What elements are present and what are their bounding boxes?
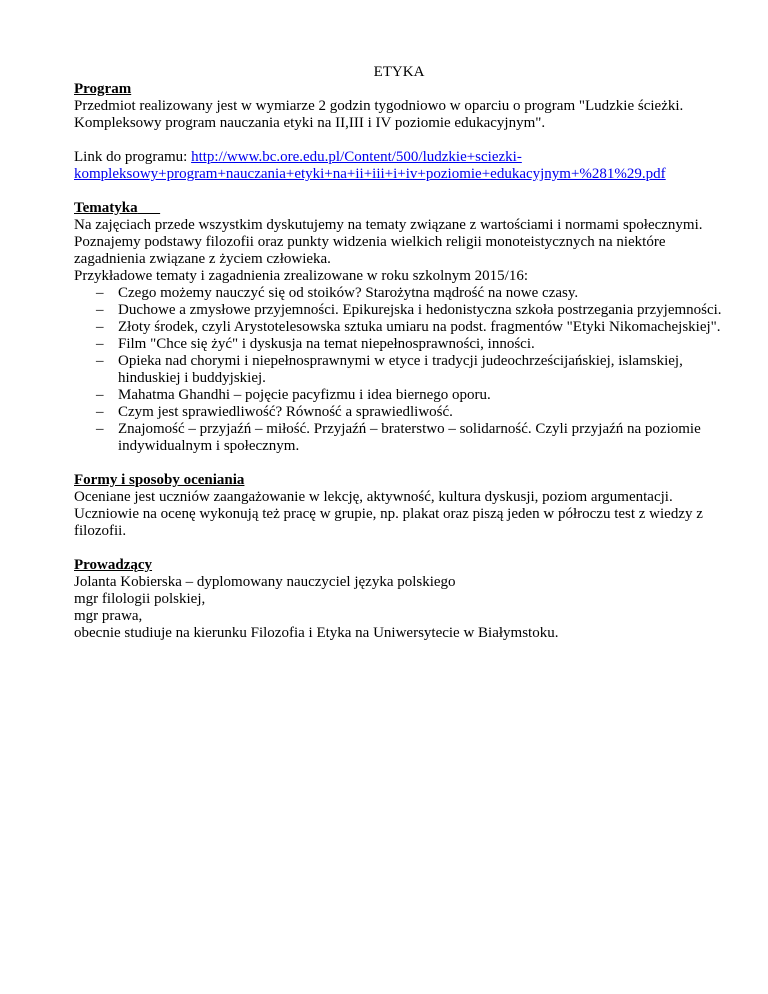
list-item: – Opieka nad chorymi i niepełnosprawnymi w etyce i tradycji judeochrześcijańskiej, islamskiej, hinduskiej i buddyjskiej.	[96, 353, 683, 386]
program-text: Przedmiot realizowany jest w wymiarze 2 godzin tygodniowo w oparciu o program "Ludzkie ścieżki. Kompleksowy program nauczania etyki na II,III i IV poziomie edukacyjnym".	[74, 98, 684, 131]
bullet-dash: –	[96, 353, 104, 369]
list-item: – Film "Chce się żyć" i dyskusja na temat niepełnosprawności, inności.	[96, 336, 535, 352]
program-heading: Program	[74, 81, 132, 97]
topics-list	[74, 285, 724, 455]
list-item: – Złoty środek, czyli Arystotelesowska sztuka umiaru na podst. fragmentów "Etyki Nikomachejskiej".	[96, 319, 721, 335]
program-link-line2: kompleksowy+program+nauczania+etyki+na+ii+iii+i+iv+poziomie+edukacyjnym+%281%29.pdf	[74, 166, 666, 182]
bullet-dash: –	[96, 285, 104, 301]
tematyka-intro: Na zajęciach przede wszystkim dyskutujemy na tematy związane z wartościami i normami społecznymi. Poznajemy podstawy filozofii oraz punkty widzenia wielkich religii monoteistycznych na niektóre zagadnienia związane z życiem człowieka.	[74, 217, 703, 267]
bullet-dash: –	[96, 404, 104, 420]
ocenianie-text: Oceniane jest uczniów zaangażowanie w lekcję, aktywność, kultura dyskusji, poziom argumentacji. Uczniowie na ocenę wykonują też pracę w grupie, np. plakat oraz piszą jeden w półroczu test z wiedzy z filozofii.	[74, 489, 703, 539]
tematyka-examples-intro: Przykładowe tematy i zagadnienia zrealizowane w roku szkolnym 2015/16:	[74, 268, 529, 284]
program-section	[74, 81, 724, 183]
bullet-dash: –	[96, 336, 104, 352]
bullet-dash: –	[96, 302, 104, 318]
prowadzacy-line: mgr filologii polskiej,	[74, 591, 206, 607]
program-link-paragraph	[74, 149, 724, 183]
program-link-line1: http://www.bc.ore.edu.pl/Content/500/ludzkie+sciezki-	[191, 149, 522, 165]
program-link-label: Link do programu:	[74, 149, 192, 165]
prowadzacy-line: obecnie studiuje na kierunku Filozofia i Etyka na Uniwersytecie w Białymstoku.	[74, 625, 559, 641]
tematyka-section	[74, 200, 724, 455]
list-item: – Znajomość – przyjaźń – miłość. Przyjaźń – braterstwo – solidarność. Czyli przyjaźń na poziomie indywidualnym i społecznym.	[96, 421, 701, 454]
tematyka-heading: Tematyka	[74, 200, 138, 216]
prowadzacy-line: mgr prawa,	[74, 608, 143, 624]
prowadzacy-section	[74, 557, 724, 642]
prowadzacy-line: Jolanta Kobierska – dyplomowany nauczyciel języka polskiego	[74, 574, 456, 590]
document-page	[74, 64, 724, 642]
list-item: – Czego możemy nauczyć się od stoików? Starożytna mądrość na nowe czasy.	[96, 285, 579, 301]
bullet-dash: –	[96, 319, 104, 335]
bullet-dash: –	[96, 387, 104, 403]
list-item: – Duchowe a zmysłowe przyjemności. Epikurejska i hedonistyczna szkoła postrzegania przyjemności.	[96, 302, 722, 318]
prowadzacy-heading: Prowadzący	[74, 557, 153, 573]
document-title: ETYKA	[373, 64, 425, 80]
bullet-dash: –	[96, 421, 104, 437]
ocenianie-section	[74, 472, 724, 540]
list-item: – Mahatma Ghandhi – pojęcie pacyfizmu i idea biernego oporu.	[96, 387, 491, 403]
list-item: – Czym jest sprawiedliwość? Równość a sprawiedliwość.	[96, 404, 453, 420]
ocenianie-heading: Formy i sposoby oceniania	[74, 472, 245, 488]
